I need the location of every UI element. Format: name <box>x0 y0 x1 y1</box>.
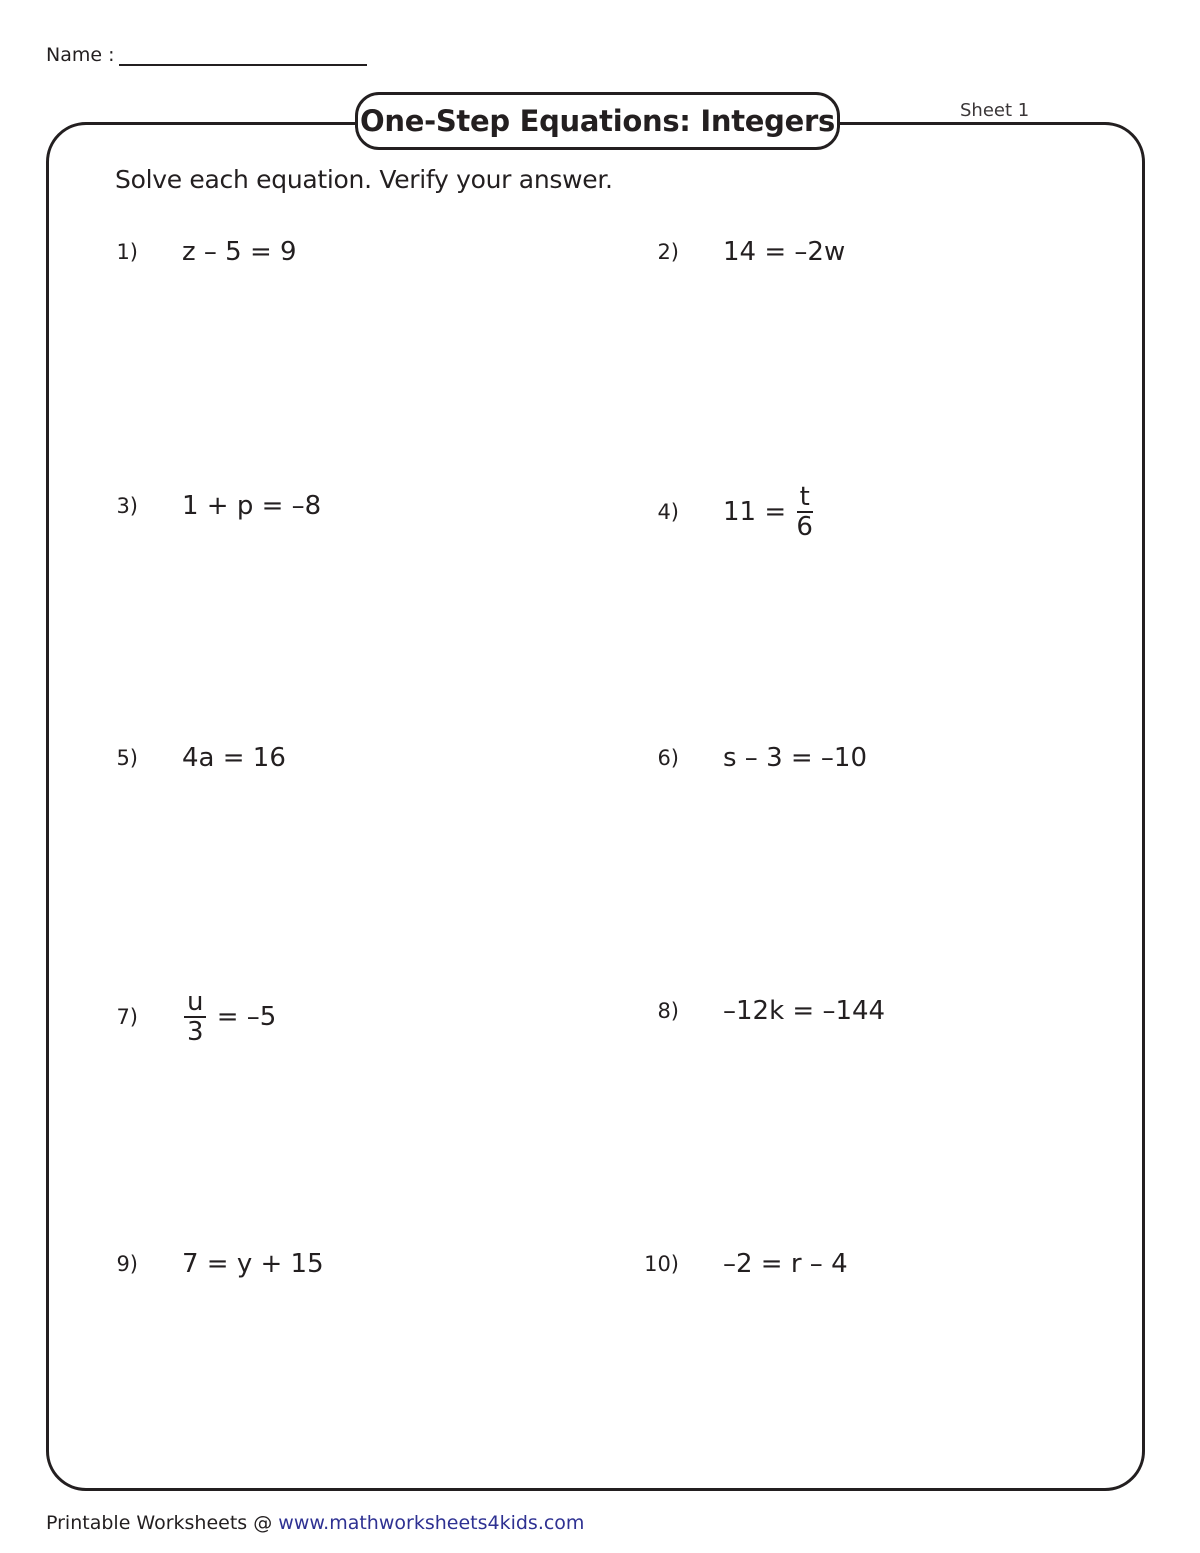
instructions: Solve each equation. Verify your answer. <box>115 165 613 194</box>
problem-6 <box>613 728 867 788</box>
problem-10 <box>613 1234 848 1294</box>
problem-equation: s – 3 = –10 <box>723 743 868 773</box>
name-label: Name : <box>46 44 115 66</box>
fraction-denominator: 6 <box>796 512 813 542</box>
sheet-label: Sheet 1 <box>960 100 1030 121</box>
problem-2 <box>613 222 845 282</box>
footer <box>46 1512 584 1534</box>
problem-equation: z – 5 = 9 <box>182 237 297 267</box>
problem-number: 5) <box>116 746 138 770</box>
problem-number: 6) <box>657 746 679 770</box>
problem-number: 4) <box>657 500 679 524</box>
name-blank-line[interactable] <box>119 40 367 66</box>
problem-number: 7) <box>116 1005 138 1029</box>
problem-3 <box>72 476 321 536</box>
name-field <box>46 40 367 66</box>
problem-9 <box>72 1234 324 1294</box>
worksheet-title: One-Step Equations: Integers <box>355 92 840 150</box>
problem-equation: 1 + p = –8 <box>182 491 322 521</box>
equation-left: 11 = <box>723 497 795 527</box>
problem-4 <box>613 482 815 542</box>
problem-equation: –12k = –144 <box>723 996 886 1026</box>
problem-5 <box>72 728 286 788</box>
fraction-numerator: t <box>797 484 813 513</box>
fraction <box>796 484 813 540</box>
fraction-numerator: u <box>184 989 206 1018</box>
problem-number: 8) <box>657 999 679 1023</box>
fraction-denominator: 3 <box>186 1017 204 1047</box>
problem-number: 10) <box>644 1252 679 1276</box>
problem-equation: 7 = y + 15 <box>182 1249 324 1279</box>
problem-equation <box>723 484 815 540</box>
problem-7 <box>72 987 276 1047</box>
problem-equation: 14 = –2w <box>723 237 846 267</box>
problem-number: 9) <box>116 1252 138 1276</box>
problem-number: 1) <box>116 240 138 264</box>
fraction <box>184 989 206 1045</box>
problem-equation: –2 = r – 4 <box>723 1249 848 1279</box>
footer-prefix: Printable Worksheets @ <box>46 1512 279 1534</box>
problem-number: 3) <box>116 494 138 518</box>
problem-8 <box>613 981 885 1041</box>
problem-1 <box>72 222 297 282</box>
problem-equation <box>182 989 276 1045</box>
problem-equation: 4a = 16 <box>182 743 286 773</box>
problem-number: 2) <box>657 240 679 264</box>
footer-link[interactable]: www.mathworksheets4kids.com <box>278 1512 585 1534</box>
equation-right: = –5 <box>208 1002 277 1032</box>
